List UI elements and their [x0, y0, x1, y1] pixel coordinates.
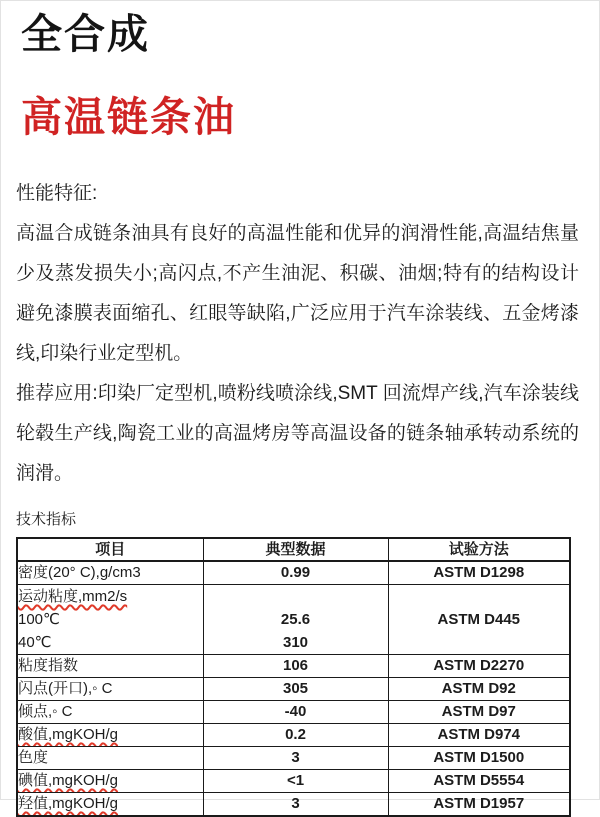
table-row-flash-point: [17, 678, 570, 701]
spec-table-title: 技术指标: [16, 511, 77, 528]
spec-item: [17, 724, 203, 747]
spec-item: 倾点,◦ C: [17, 701, 203, 724]
spec-item: 色度: [17, 747, 203, 770]
performance-section-heading: 性能特征:: [16, 183, 98, 204]
spec-item: 闪点(开口),◦ C: [17, 678, 203, 701]
table-row-viscosity-index: [17, 655, 570, 678]
spec-item: [17, 793, 203, 817]
spec-method: ASTM D974: [388, 724, 570, 747]
spec-method: ASTM D445: [388, 585, 570, 655]
spec-value: 0.99: [203, 561, 388, 585]
application-paragraph: 推荐应用:印染厂定型机,喷粉线喷涂线,SMT 回流焊产线,汽车涂装线轮毂生产线,陶瓷工业的高温烤房等高温设备的链条轴承转动系统的润滑。: [16, 383, 579, 484]
spec-value: <1: [203, 770, 388, 793]
spec-method: ASTM D1298: [388, 561, 570, 585]
table-row-acid-value: [17, 724, 570, 747]
table-row-color: [17, 747, 570, 770]
table-row-density: [17, 561, 570, 585]
table-row-hydroxyl-value: [17, 793, 570, 817]
spec-value-line: [204, 585, 388, 608]
spec-item-line: 100℃: [18, 611, 60, 628]
spec-item-text: 碘值,mgKOH/g: [18, 772, 119, 789]
spec-item-text: 羟值,mgKOH/g: [18, 795, 119, 812]
document-page: [1, 1, 599, 817]
spec-method: ASTM D5554: [388, 770, 570, 793]
spec-item: 密度(20° C),g/cm3: [17, 561, 203, 585]
spec-method: ASTM D97: [388, 701, 570, 724]
col-header-typical-data: 典型数据: [203, 538, 388, 561]
spec-method: ASTM D2270: [388, 655, 570, 678]
spec-method: ASTM D1957: [388, 793, 570, 817]
spec-value-line: 310: [282, 634, 309, 651]
spec-value: 3: [203, 793, 388, 817]
spec-value: 305: [203, 678, 388, 701]
spec-item: [17, 770, 203, 793]
performance-paragraph: 高温合成链条油具有良好的高温性能和优异的润滑性能,高温结焦量少及蒸发损失小;高闪点,不产生油泥、积碳、油烟;特有的结构设计避免漆膜表面缩孔、红眼等缺陷,广泛应用于汽车涂装线、五金烤漆线,印染行业定型机。: [16, 223, 579, 364]
table-row-viscosity: [17, 585, 570, 655]
table-header-row: [17, 538, 570, 561]
spec-table: [16, 537, 571, 817]
spec-method: ASTM D1500: [388, 747, 570, 770]
spec-item-text: 酸值,mgKOH/g: [18, 726, 119, 743]
spec-value: [203, 585, 388, 655]
spec-item-line: 运动粘度,mm2/s: [18, 588, 128, 605]
spec-item-line: 40℃: [18, 634, 52, 651]
spec-item: 粘度指数: [17, 655, 203, 678]
table-row-iodine-value: [17, 770, 570, 793]
spec-value-line: 25.6: [280, 611, 311, 628]
spec-value: 3: [203, 747, 388, 770]
spec-item: [17, 585, 203, 655]
product-name-title: 高温链条油: [21, 94, 236, 140]
spec-method: ASTM D92: [388, 678, 570, 701]
product-series-title: 全合成: [21, 11, 150, 57]
table-row-pour-point: [17, 701, 570, 724]
spec-value: -40: [203, 701, 388, 724]
spec-value: 106: [203, 655, 388, 678]
spec-value: 0.2: [203, 724, 388, 747]
col-header-test-method: 试验方法: [388, 538, 570, 561]
col-header-item: 项目: [17, 538, 203, 561]
